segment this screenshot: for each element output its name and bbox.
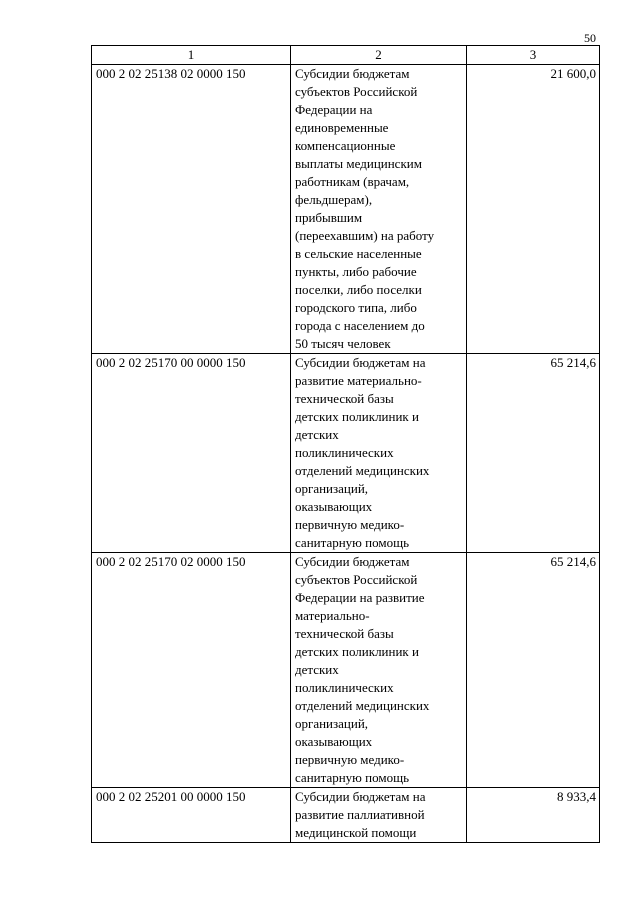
budget-table [91,45,600,843]
item-name-line: субъектов Российской [295,572,418,587]
column-header-2: 2 [291,46,467,65]
item-name-line: Федерации на [295,102,373,117]
budget-code-cell: 000 2 02 25201 00 0000 150 [92,788,291,843]
item-name-line: выплаты медицинским [295,156,422,171]
column-header-1: 1 [92,46,291,65]
item-name-line: (переехавшим) на работу [295,228,435,243]
amount-cell: 65 214,6 [467,553,600,788]
table-row [92,354,600,553]
item-name-line: 50 тысяч человек [295,336,391,351]
item-name-line: материально- [295,608,370,623]
item-name-line: санитарную помощь [295,770,410,785]
item-name-line: детских поликлиник и [295,409,419,424]
item-name-line: поликлинических [295,445,394,460]
budget-code-cell: 000 2 02 25138 02 0000 150 [92,65,291,354]
item-name-line: первичную медико- [295,752,405,767]
item-name-line: фельдшерам), [295,192,373,207]
table-body [92,65,600,843]
item-name-line: Субсидии бюджетам на [295,355,426,370]
item-name-line: поликлинических [295,680,394,695]
item-name-line: города с населением до [295,318,425,333]
item-name-line: городского типа, либо [295,300,417,315]
item-name-line: детских [295,427,339,442]
item-name-cell [291,354,467,553]
budget-code-cell: 000 2 02 25170 02 0000 150 [92,553,291,788]
item-name-line: работникам (врачам, [295,174,410,189]
item-name-line: медицинской помощи [295,825,417,840]
item-name-line: детских [295,662,339,677]
amount-cell: 8 933,4 [467,788,600,843]
item-name-line: санитарную помощь [295,535,410,550]
item-name-line: отделений медицинских [295,463,430,478]
item-name-cell [291,788,467,843]
item-name-line: прибывшим [295,210,363,225]
amount-cell: 21 600,0 [467,65,600,354]
budget-code-cell: 000 2 02 25170 00 0000 150 [92,354,291,553]
item-name-line: в сельские населенные [295,246,422,261]
item-name-line: единовременные [295,120,389,135]
table-row [92,788,600,843]
item-name-line: организаций, [295,716,369,731]
item-name-line: Федерации на развитие [295,590,425,605]
table-header-row [92,46,600,65]
item-name-line: оказывающих [295,499,373,514]
item-name-line: развитие материально- [295,373,422,388]
item-name-line: детских поликлиник и [295,644,419,659]
item-name-line: первичную медико- [295,517,405,532]
item-name-line: отделений медицинских [295,698,430,713]
item-name-cell [291,553,467,788]
table-row [92,65,600,354]
item-name-line: Субсидии бюджетам на [295,789,426,804]
item-name-line: Субсидии бюджетам [295,66,410,81]
item-name-line: компенсационные [295,138,396,153]
table-row [92,553,600,788]
item-name-cell [291,65,467,354]
page-number: 50 [584,31,596,45]
item-name-line: Субсидии бюджетам [295,554,410,569]
item-name-line: развитие паллиативной [295,807,425,822]
item-name-line: организаций, [295,481,369,496]
item-name-line: поселки, либо поселки [295,282,422,297]
item-name-line: оказывающих [295,734,373,749]
item-name-line: технической базы [295,626,394,641]
item-name-line: пункты, либо рабочие [295,264,417,279]
item-name-line: субъектов Российской [295,84,418,99]
amount-cell: 65 214,6 [467,354,600,553]
item-name-line: технической базы [295,391,394,406]
column-header-3: 3 [467,46,600,65]
